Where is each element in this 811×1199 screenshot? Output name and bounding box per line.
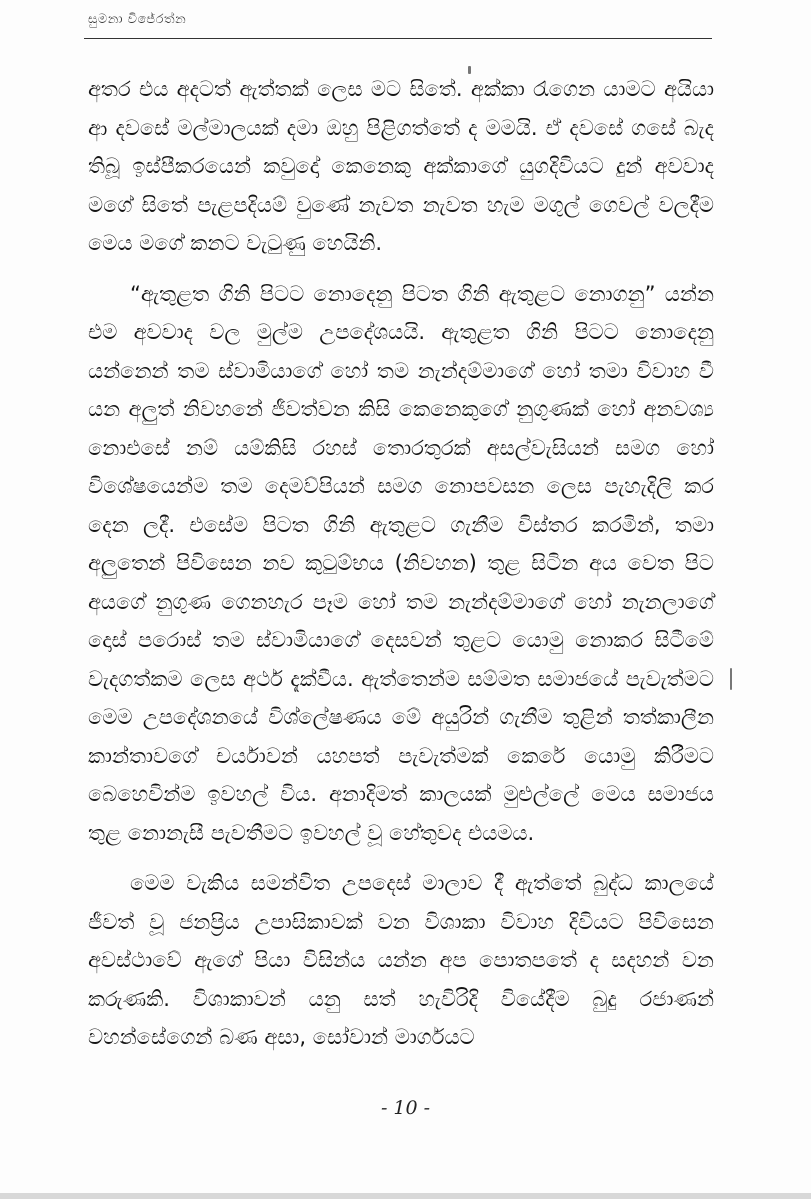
- page-number: - 10 -: [380, 1097, 431, 1119]
- scan-speck: [468, 66, 471, 74]
- scan-bottom-edge: [0, 1193, 811, 1199]
- paragraph-1: අතර එය අදටත් ඇත්තක් ලෙස මට සිතේ. අක්කා රැගෙන යාමට අයියා ආ දවසේ මල්මාලයක් දමා ඔහු පිළිගත්තේ ද මමයි. ඒ දවසේ ගසේ බැද තිබූ ඉස්පීකරයෙන් කවුදෝ කෙනෙකු අක්කාගේ යුගදිවියට දුන් අවවාද මගේ සිතේ පැළපදියම් වුණේ නැවත නැවත හැම මගුල් ගෙවල් වලදීම මෙය මගේ කනට වැටුණු හෙයිනි.: [88, 77, 714, 255]
- header-divider: [84, 38, 712, 39]
- paragraph-2: “ඇතුළත ගිනි පිටට නොදෙනු පිටත ගිනි ඇතුළට නොගනු” යන්න එම අවවාද වල මුල්ම උපදේශයයි. ඇතුළත ගිනි පිටට නොදෙනු යන්නෙන් තම ස්වාමියාගේ හෝ තම නැන්දම්මාගේ හෝ තමා විවාහ වී යන අලුත් නිවහනේ ජීවත්වන කිසි කෙනෙකුගේ නුගුණක් හෝ අනවශ්‍ය නොඑසේ නම් යම්කිසි රහස් තොරතුරක් අසල්වැසියන් සමග හෝ විශේෂයෙන්ම තම දෙමව්පියන් සමග නොපවසන ලෙස පැහැදිලි කර දෙන ලදී. එසේම පිටත ගිනි ඇතුළට ගැනීම විස්තර කරමින්, තමා අලුතෙන් පිවිසෙන නව කුටුම්භය (නිවහන) තුළ සිටින අය වෙත පිට අයගේ නුගුණ ගෙනහැර පෑම හෝ තම නැන්දම්මාගේ හෝ නැනලාගේ දොස් පරොස් තම ස්වාමියාගේ දෙසවන් තුළට යොමු නොකර සිටීමේ වැදගත්කම ලෙස අර්ථ දැක්වීය. ඇත්තෙන්ම සම්මත සමාජයේ පැවැත්මට මෙම උපදේශනයේ විශ්ලේෂණය මේ අයුරින් ගැනීම තුළින් තත්කාලීන කාන්තාවගේ චර්යාවන් යහපත් පැවැත්මක් කෙරේ යොමු කිරීමට බෙහෙවින්ම ඉවහල් විය. අනාදිමත් කාලයක් මුළුල්ලේ මෙය සමාජය තුළ නොනැසී පැවතීමට ඉවහල් වූ හේතුවද එයමය.: [88, 281, 714, 845]
- running-header-author: සුමනා විජේරත්න: [88, 12, 187, 27]
- paragraph-3: මෙම වැකිය සමන්විත උපදෙස් මාලාව දී ඇත්තේ බුද්ධ කාලයේ ජීවත් වූ ජනප්‍රිය උපාසිකාවක් වන විශාකා විවාහ දිවියට පිවිසෙන අවස්ථාවේ ඇගේ පියා විසින්ය යන්න අප පොතපතේ ද සදහන් වන කරුණකි. විශාකාවන් යනු සත් හැවිරිදි වියේදීම බුදු රජාණන් වහන්සේගෙන් බණ අසා, සෝවාන් මාර්ගයට: [88, 871, 714, 1049]
- scan-speck: [730, 668, 732, 690]
- body-text: [88, 70, 714, 1057]
